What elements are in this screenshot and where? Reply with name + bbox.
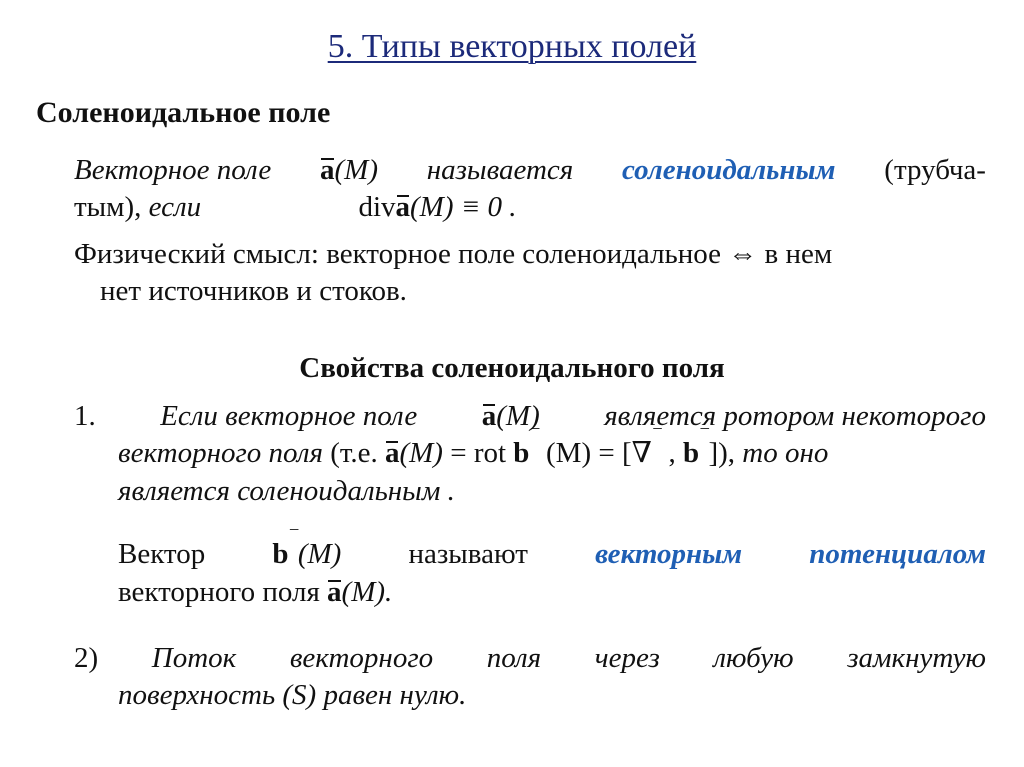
properties-heading: Свойства соленоидального поля (299, 352, 725, 384)
vector-potential: Вектор b‾(M) называют векторным потенциалом векторного поля a(M). (118, 527, 986, 608)
property-2: 2) Поток векторного поля через любую замкнутую поверхность (S) равен нулю. (74, 642, 986, 711)
physical-meaning: Физический смысл: векторное поле соленоидальное ⇔ в нем нет источников и стоков. (74, 238, 833, 307)
div-formula: diva(M) ≡ 0 . (358, 191, 517, 223)
term-vector: векторным (595, 538, 743, 570)
slide-title: 5. Типы векторных полей (327, 28, 697, 65)
term-solenoidal: соленоидальным (622, 154, 836, 186)
definition-paragraph: Векторное поле a(M) называется соленоидальным (трубча- тым), если diva(M) ≡ 0 . (74, 154, 986, 223)
section-heading: Соленоидальное поле (36, 96, 331, 129)
property-1: 1. Если векторное поле a(M) является ротором некоторого векторного поля (т.е. a(M) = rot b‾ (M) = [∇‾ , b‾]), то оно является соленоидальным . (74, 400, 986, 507)
term-potential: потенциалом (809, 538, 986, 570)
